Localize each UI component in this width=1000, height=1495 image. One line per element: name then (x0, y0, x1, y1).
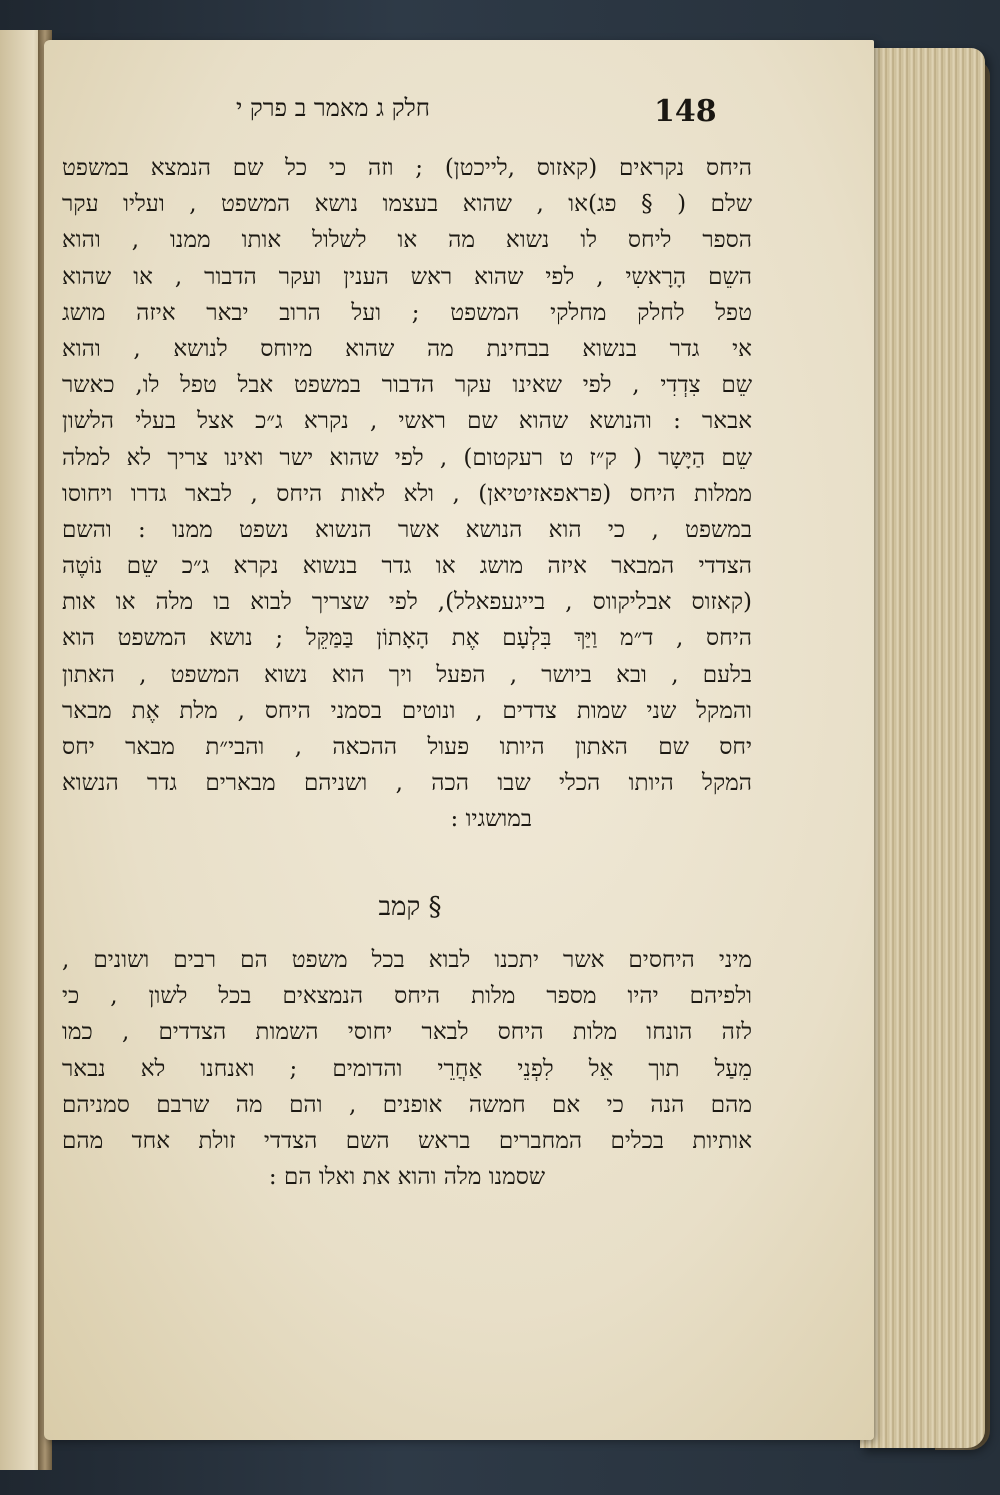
text-line: בלעם , ובא ביושר , הפעל ויך הוא נשוא המשפט , האתון (62, 661, 752, 688)
text-line: במשפט , כי הוא הנושא אשר הנשוא נשפט ממנו : והשם (62, 516, 752, 543)
text-line: הצדדי המבאר איזה מושג או גדר בנשוא נקרא ג״כ שֵם נוֹטֶה (62, 553, 752, 580)
text-line: היחס נקראים (קאזוס ,לייכטן) ; וזה כי כל שם הנמצא במשפט (62, 155, 752, 181)
text-line: ולפיהם יהיו מספר מלות היחס הנמצאים בכל לשון , כי (62, 983, 752, 1010)
text-line: אי גדר בנשוא בבחינת מה שהוא מיוחס לנושא , והוא (62, 335, 752, 362)
running-head: חלק ג מאמר ב פרק י (235, 94, 430, 122)
text-line: היחס , ד״מ וַיַּךְ בִּלְעָם אֶת הָאָתוֹן בַּמַּקֵּל ; נושא המשפט הוא (62, 625, 752, 652)
page-stack-edge (860, 48, 985, 1448)
text-line: מהם הנה כי אם חמשה אופנים , והם מה שרבם סמניהם (62, 1091, 752, 1118)
body-paragraph-2 (62, 942, 752, 1195)
section-heading: § קמב (378, 892, 442, 922)
text-line: ממלות היחס (פראפאזיטיאן) , ולא לאות היחס , לבאר גדרו ויחוסו (62, 480, 752, 507)
text-line: המקל היותו הכלי שבו הכה , ושניהם מבארים גדר הנשוא (62, 770, 752, 797)
text-line: שֵם צִדְדִי , לפי שאינו עקר הדבור במשפט אבל טפל לו, כאשר (62, 372, 752, 399)
text-line: טפל לחלק מחלקי המשפט ; ועל הרוב יבאר איזה מושג (62, 299, 752, 326)
body-paragraph-1 (62, 150, 752, 838)
page-number: 148 (654, 94, 717, 129)
text-line: שֵם הַיָּשָר ( ק״ז ט רעקטום) , לפי שהוא ישר ואינו צריך לא למלה (62, 444, 752, 471)
text-line: שסמנו מלה והוא את ואלו הם : (268, 1164, 546, 1191)
text-line: והמקל שני שמות צדדים , ונוטים בסמני היחס , מלת אֶת מבאר (62, 697, 752, 724)
text-line: במושגיו : (450, 806, 532, 833)
text-line: (קאזוס אבליקווס , בייגעפאלל), לפי שצריך לבוא בו מלה או אות (62, 589, 752, 616)
text-line: שלם ( § פג)או , שהוא בעצמו נושא המשפט , ועליו עקר (62, 191, 752, 218)
page-header (80, 92, 730, 136)
text-line: מיני היחסים אשר יתכנו לבוא בכל משפט הם רבים ושונים , (62, 947, 752, 973)
text-line: מֵעַל תוך אֵל לִפְנֵי אַחֲרֵי והדומים ; ואנחנו לא נבאר (62, 1055, 752, 1082)
text-line: אותיות בכלים המחברים בראש השם הצדדי זולת אחד מהם (62, 1127, 752, 1154)
text-line: יחס שם האתון היותו פעול ההכאה , והבי״ת מבאר יחס (62, 734, 752, 760)
text-line: השֵם הָרָאשִי , לפי שהוא ראש הענין ועקר הדבור , או שהוא (62, 263, 752, 290)
text-line: לזה הונחו מלות היחס לבאר יחוסי השמות הצדדים , כמו (62, 1019, 752, 1046)
text-line: אבאר : והנושא שהוא שם ראשי , נקרא ג״כ אצל בעלי הלשון (62, 408, 752, 435)
text-line: הספר ליחס לו נשוא מה או לשלול אותו ממנו , והוא (62, 227, 752, 254)
